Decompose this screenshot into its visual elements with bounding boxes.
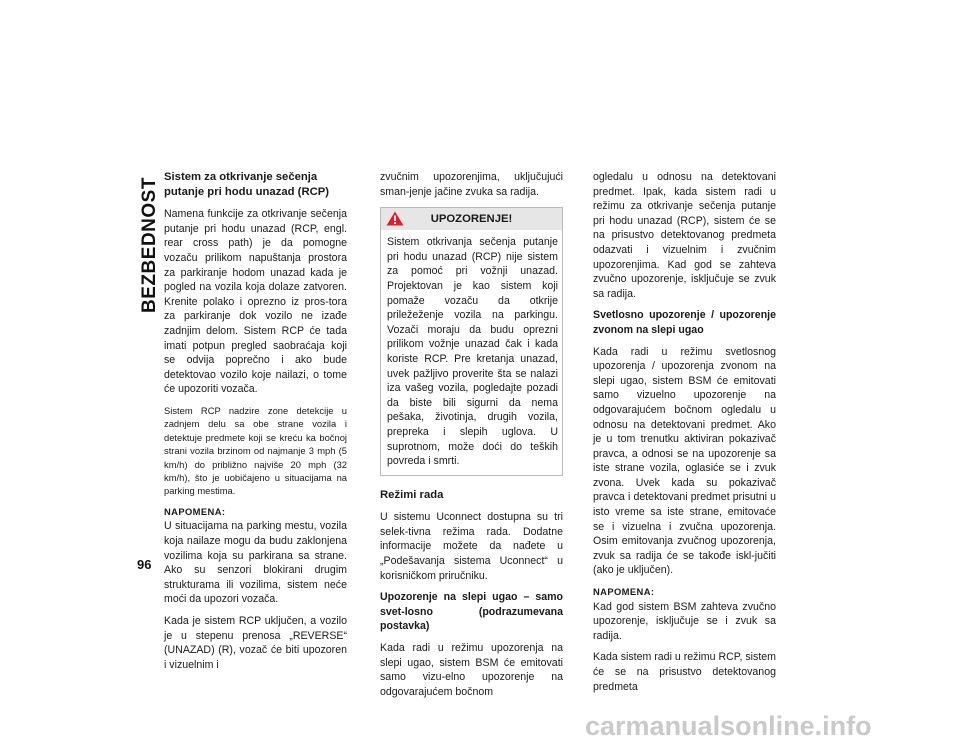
watermark: carmanualsonline.info bbox=[585, 711, 872, 741]
paragraph: Kada radi u režimu upozorenja na slepi ugao, sistem BSM će emitovati samo vizu-elno upozorenje na odgovarajućem bočnom bbox=[380, 642, 563, 698]
note bbox=[164, 505, 347, 607]
warning-title: UPOZORENJE! bbox=[430, 213, 513, 226]
section-title: BEZBEDNOST bbox=[139, 176, 160, 313]
paragraph: Kada sistem radi u režimu RCP, sistem će se na prisustvo detektovanog predmeta bbox=[593, 651, 776, 693]
subheading: Upozorenje na slepi ugao – samo svet-losno (podrazumevana postavka) bbox=[380, 591, 563, 633]
warning-header bbox=[381, 208, 562, 230]
paragraph: Kada je sistem RCP uključen, a vozilo je u stepenu prenosa „REVERSE“ (UNAZAD) (R), vozač će biti upozoren i vizuelnim i bbox=[164, 614, 347, 671]
column-2 bbox=[380, 170, 563, 706]
column-1 bbox=[164, 170, 347, 679]
paragraph: zvučnim upozorenjima, uključujući sman-jenje jačine zvuka sa radija. bbox=[380, 171, 563, 198]
paragraph: Namena funkcije za otkrivanje sečenja putanje pri hodu unazad (RCP, engl. rear cross path) je da pomogne vozaču prilikom napuštanja prostora za parkiranje hodom unazad kada je pogled na vozila koja dolaze zatvoren. Krenite polako i oprezno iz pros-tora za parkiranje dok vozilo ne izađe zadnjim delom. Sistem RCP će tada imati potpun pregled saobraćaja koji se odvija poprečno i ako bude detektovao vozilo koje nailazi, o tome će upozoriti vozača. bbox=[164, 208, 347, 396]
column-3 bbox=[593, 170, 776, 701]
note-text: U situacijama na parking mestu, vozila koja nailaze mogu da budu zaklonjena vozilima koja su parkirana sa strane. Ako su senzori blokirani drugim strukturama ili vozilima, sistem neće moći da upozori vozača. bbox=[164, 520, 347, 606]
note-text: Kad god sistem BSM zahteva zvučno upozorenje, isključuje se i zvuk sa radija. bbox=[593, 600, 776, 642]
paragraph: Kada radi u režimu svetlosnog upozorenja / upozorenja zvonom na slepi ugao, sistem BSM će emitovati samo vizuelno upozorenje na odgovarajućem bočnom ogledalu u odnosu na detektovani predmet. Ako je u tom trenutku aktiviran pokazivač pravca, a odnosi se na upozorenje sa iste strane vozila, oglasiće se i zvuk zvona. Uvek kada su pokazivač pravca i detektovani predmet prisutni u isto vreme sa iste strane, emitovaće se i vizuelna i zvučna upozorenja. Osim emitovanja zvučnog upozorenja, zvuk sa radija će se takođe iskl-jučiti (ako je uključen). bbox=[593, 345, 776, 577]
paragraph: ogledalu u odnosu na detektovani predmet. Ipak, kada sistem radi u režimu za otkrivanje sečenja putanje pri hodu unazad (RCP), sistem će se na prisustvo detektovanog predmeta odazvati i vizuelnim i zvučnim upozorenjima. Kad god se zahteva zvučno upozorenje, isključuje se zvuk sa radija. bbox=[593, 171, 776, 300]
note-label: NAPOMENA: bbox=[164, 505, 226, 517]
heading-modes: Režimi rada bbox=[380, 488, 444, 501]
heading-rcp: Sistem za otkrivanje sečenja putanje pri hodu unazad (RCP) bbox=[164, 171, 330, 198]
warning-text: Sistem otkrivanja sečenja putanje pri hodu unazad (RCP) nije sistem za pomoć pri vožnji unazad. Projektovan je kao sistem koji pomaže vozaču da otkrije priležeženje vozila na parkingu. Vozači moraju da budu oprezni prilikom vožnje unazad čak i kada koriste RCP. Pre kretanja unazad, uvek pažljivo proverite šta se nalazi iza vašeg vozila, pogledajte pozadi da biste bili sigurni da nema pešaka, životinja, drugih vozila, prepreka i slepih uglova. U suprotnom, može doći do teških povreda i smrti. bbox=[387, 236, 558, 468]
warning-box bbox=[380, 207, 563, 476]
paragraph-small: Sistem RCP nadzire zone detekcije u zadnjem delu sa obe strane vozila i detektuje predmete koji se kreću ka bočnoj strani vozila brzinom od najmanje 3 mph (5 km/h) do približno najviše 20 mph (32 km/h), što je uobičajeno u situacijama na parking mestima. bbox=[164, 404, 347, 497]
subheading: Svetlosno upozorenje / upozorenje zvonom na slepi ugao bbox=[593, 309, 776, 336]
page-number: 96 bbox=[137, 557, 152, 572]
note bbox=[593, 585, 776, 643]
paragraph: U sistemu Uconnect dostupna su tri selek-tivna režima rada. Dodatne informacije možete da nađete u „Podešavanja sistema Uconnect“ u korisničkom priručniku. bbox=[380, 511, 563, 582]
note-label: NAPOMENA: bbox=[593, 586, 655, 598]
warning-triangle-icon bbox=[386, 211, 404, 226]
